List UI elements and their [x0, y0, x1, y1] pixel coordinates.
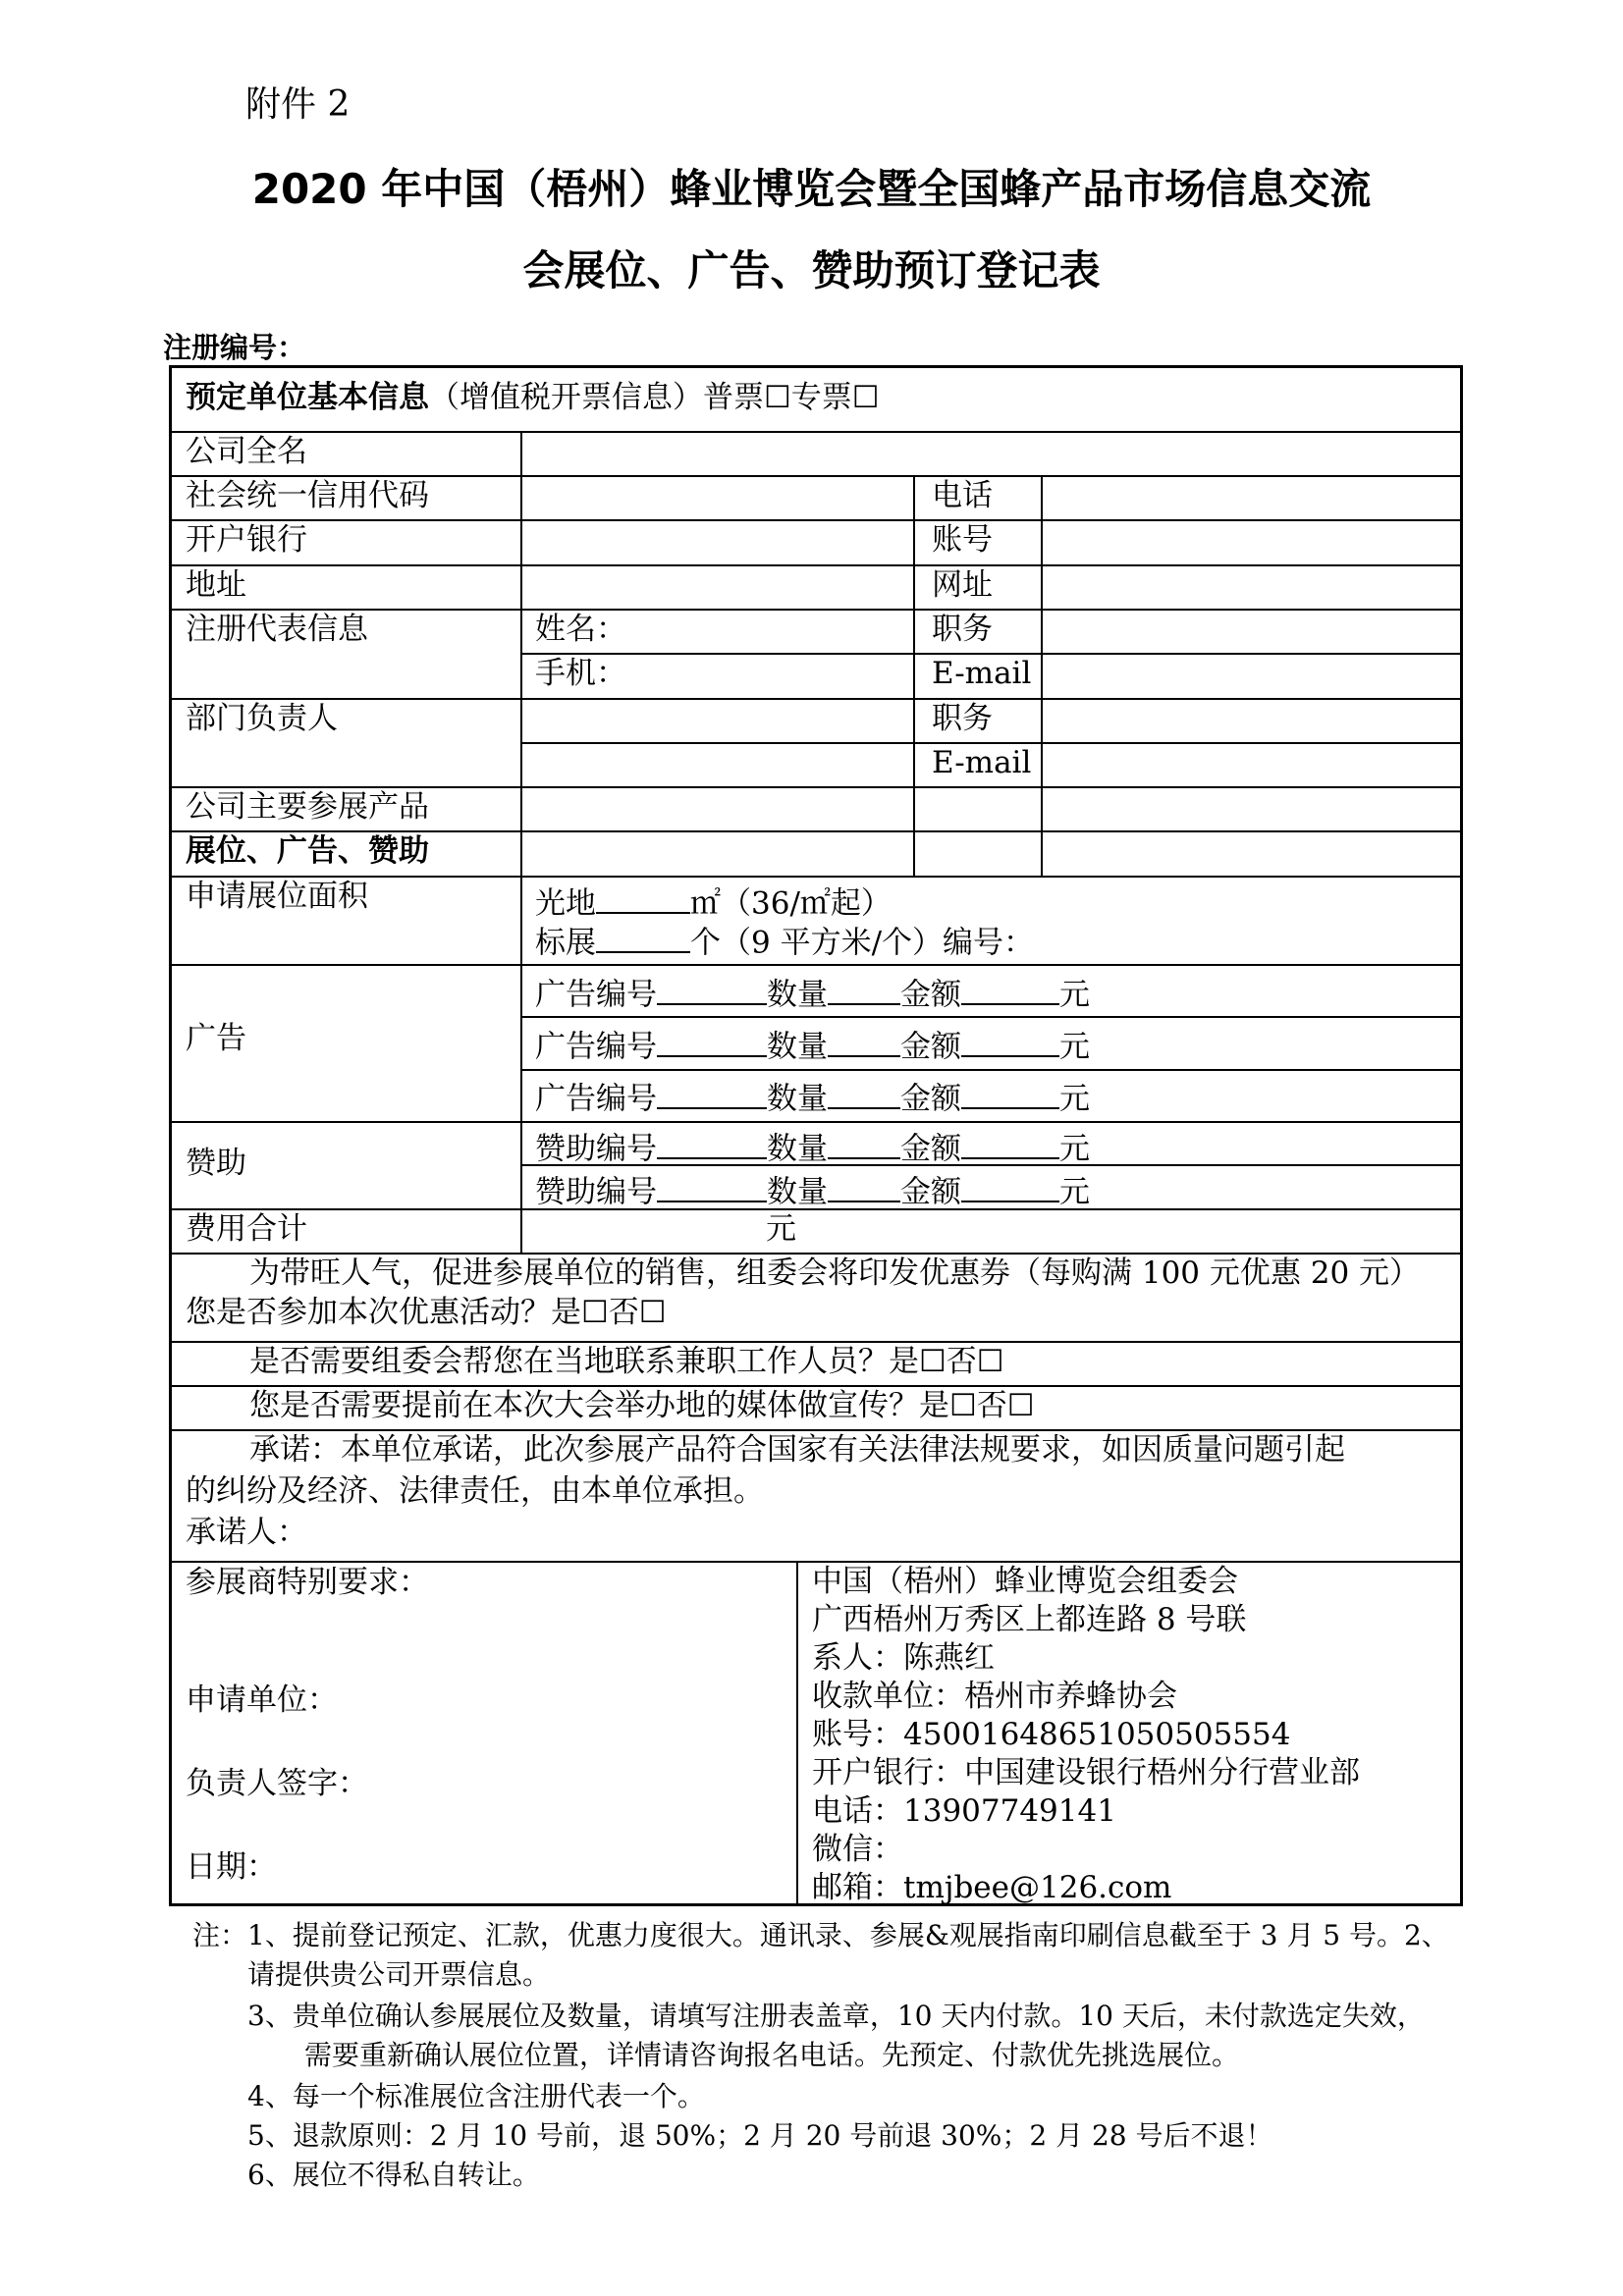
- rep-name-label: 姓名：: [535, 612, 626, 647]
- document-title-line2: 会展位、广告、赞助预订登记表: [522, 246, 1101, 294]
- organizer-email: 邮箱：tmjbee@126.com: [812, 1870, 1172, 1905]
- applicant-unit-label: 申请单位：: [186, 1682, 338, 1718]
- website-label: 网址: [932, 567, 993, 603]
- registration-number-label: 注册编号：: [163, 331, 306, 364]
- part-time-staff-question: 是否需要组委会帮您在当地联系兼职工作人员？是☐否☐: [249, 1344, 1004, 1379]
- signature-label: 负责人签字：: [186, 1766, 368, 1801]
- payee-bank: 开户银行：中国建设银行梧州分行营业部: [812, 1755, 1360, 1790]
- account-label: 账号: [932, 522, 993, 558]
- booth-raw-space-line: 光地 ㎡（36/㎡起）: [535, 880, 892, 922]
- rep-mobile-label: 手机：: [535, 656, 626, 691]
- sponsor-row: 赞助编号 数量 金额 元: [535, 1125, 1090, 1167]
- pledge-signer-label: 承诺人：: [186, 1515, 307, 1550]
- organizer-phone: 电话：13907749141: [812, 1793, 1116, 1829]
- sponsor-row: 赞助编号 数量 金额 元: [535, 1168, 1090, 1210]
- registration-form: [169, 365, 1463, 1906]
- note-6: 6、展位不得私自转让。: [247, 2159, 540, 2191]
- note-2: 请提供贵公司开票信息。: [247, 1958, 551, 1991]
- address-label: 地址: [186, 567, 246, 603]
- note-5: 5、退款原则：2 月 10 号前，退 50%；2 月 20 号前退 30%；2 月 28 号后不退！: [247, 2119, 1273, 2152]
- total-cost-label: 费用合计: [186, 1211, 307, 1247]
- organizer-address: 广西梧州万秀区上都连路 8 号联: [812, 1602, 1247, 1637]
- company-name-label: 公司全名: [186, 434, 307, 469]
- rep-info-label: 注册代表信息: [186, 612, 368, 647]
- ad-row: 广告编号 数量 金额 元: [535, 1075, 1090, 1117]
- organizer-wechat: 微信：: [812, 1832, 903, 1867]
- credit-code-label: 社会统一信用代码: [186, 478, 429, 513]
- note-1: 注：1、提前登记预定、汇款，优惠力度很大。通讯录、参展&观展指南印刷信息截至于 3 月 5 号。2、: [192, 1919, 1449, 1951]
- document-title-line1: 2020 年中国（梧州）蜂业博览会暨全国蜂产品市场信息交流: [251, 165, 1372, 213]
- note-4: 4、每一个标准展位含注册代表一个。: [247, 2080, 705, 2112]
- pledge-line2: 的纠纷及经济、法律责任，由本单位承担。: [186, 1473, 764, 1509]
- booth-ads-sponsor-heading: 展位、广告、赞助: [186, 833, 429, 869]
- dept-position-label: 职务: [932, 701, 993, 736]
- basic-info-heading: 预定单位基本信息（增值税开票信息）普票☐专票☐: [186, 380, 880, 415]
- ads-label: 广告: [186, 1021, 246, 1056]
- dept-email-label: E-mail: [932, 745, 1032, 780]
- dept-head-label: 部门负责人: [186, 701, 338, 736]
- coupon-question-line1: 为带旺人气，促进参展单位的销售，组委会将印发优惠券（每购满 100 元优惠 20 元）: [249, 1255, 1421, 1291]
- ad-row: 广告编号 数量 金额 元: [535, 1023, 1090, 1065]
- sponsor-label: 赞助: [186, 1146, 246, 1181]
- pledge-line1: 承诺：本单位承诺，此次参展产品符合国家有关法律法规要求，如因质量问题引起: [249, 1432, 1345, 1468]
- booth-area-label: 申请展位面积: [186, 879, 368, 914]
- bank-label: 开户银行: [186, 522, 307, 558]
- date-label: 日期：: [186, 1849, 277, 1885]
- coupon-question-line2: 您是否参加本次优惠活动？是☐否☐: [186, 1295, 667, 1330]
- payee-account: 账号：45001648651050505554: [812, 1717, 1291, 1752]
- booth-standard-line: 标展 个（9 平方米/个）编号：: [535, 919, 1034, 961]
- special-requirements-label: 参展商特别要求：: [186, 1565, 429, 1600]
- ad-row: 广告编号 数量 金额 元: [535, 971, 1090, 1013]
- organizer-name: 中国（梧州）蜂业博览会组委会: [812, 1564, 1238, 1599]
- contact-person: 系人：陈燕红: [812, 1640, 995, 1676]
- main-products-label: 公司主要参展产品: [186, 789, 429, 825]
- note-3-cont: 需要重新确认展位位置，详情请咨询报名电话。先预定、付款优先挑选展位。: [304, 2039, 1240, 2071]
- attachment-label: 附件 2: [245, 84, 351, 125]
- rep-position-label: 职务: [932, 612, 993, 647]
- total-cost-unit: 元: [766, 1211, 796, 1247]
- note-3: 3、贵单位确认参展展位及数量，请填写注册表盖章，10 天内付款。10 天后，未付款选定失效，: [247, 2000, 1425, 2032]
- phone-label: 电话: [932, 478, 993, 513]
- media-promotion-question: 您是否需要提前在本次大会举办地的媒体做宣传？是☐否☐: [249, 1388, 1035, 1423]
- payee-unit: 收款单位：梧州市养蜂协会: [812, 1679, 1177, 1714]
- rep-email-label: E-mail: [932, 656, 1032, 691]
